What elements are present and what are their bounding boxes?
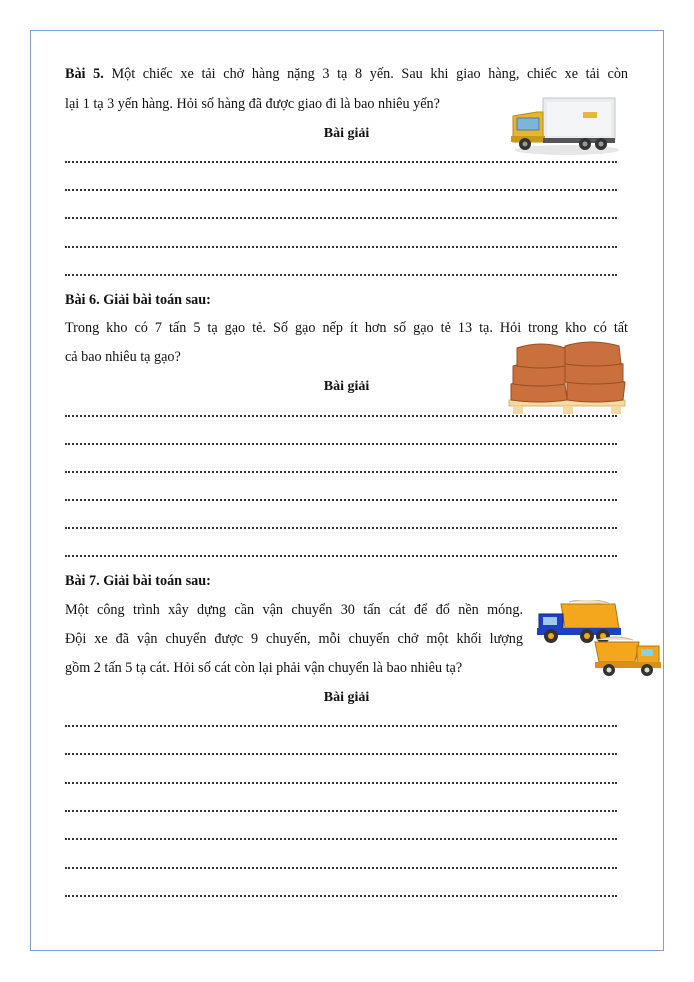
answer-line[interactable]: [65, 188, 617, 191]
problem-5-title: Bài 5.: [65, 66, 104, 82]
answer-line[interactable]: [65, 809, 617, 812]
page-border: [30, 30, 664, 951]
answer-line[interactable]: [65, 752, 617, 755]
truck-icon: [507, 92, 619, 156]
answer-line[interactable]: [65, 837, 617, 840]
problem-5-line-1: [65, 64, 628, 84]
problem-6-text-2: cả bao nhiêu tạ gạo?: [65, 349, 181, 365]
problem-7-solution-label: Bài giải: [323, 690, 370, 705]
problem-7-title-text: Bài 7. Giải bài toán sau:: [65, 573, 211, 589]
answer-line[interactable]: [65, 442, 617, 445]
problem-5-text-1: Một chiếc xe tải chở hàng nặng 3 tạ 8 yến. Sau khi giao hàng, chiếc xe tải còn: [111, 66, 629, 82]
problem-7-text-2: Đội xe đã vận chuyển được 9 chuyến, mỗi chuyến chở một khối lượng: [65, 631, 523, 647]
answer-line[interactable]: [65, 866, 617, 869]
answer-line[interactable]: [65, 216, 617, 219]
answer-line[interactable]: [65, 724, 617, 727]
dump-trucks-icon: [535, 600, 665, 680]
answer-line[interactable]: [65, 894, 617, 897]
problem-7-text-3: gồm 2 tấn 5 tạ cát. Hỏi số cát còn lại phải vận chuyển là bao nhiêu tạ?: [65, 660, 463, 676]
answer-line[interactable]: [65, 245, 617, 248]
problem-7-text-1: Một công trình xây dựng cần vận chuyển 30 tấn cát để đổ nền móng.: [65, 602, 523, 618]
answer-line[interactable]: [65, 160, 617, 163]
problem-5-solution-label: Bài giải: [323, 126, 370, 141]
answer-line[interactable]: [65, 470, 617, 473]
answer-line[interactable]: [65, 498, 617, 501]
problem-6-solution-label: Bài giải: [323, 379, 370, 394]
rice-sacks-icon: [507, 340, 629, 416]
problem-6-title-text: Bài 6. Giải bài toán sau:: [65, 292, 211, 308]
answer-line[interactable]: [65, 554, 617, 557]
problem-6-text-1: Trong kho có 7 tấn 5 tạ gạo tẻ. Số gạo nếp ít hơn số gạo tẻ 13 tạ. Hỏi trong kho có tất: [65, 320, 628, 336]
answer-line[interactable]: [65, 526, 617, 529]
problem-5-text-2: lại 1 tạ 3 yến hàng. Hỏi số hàng đã được giao đi là bao nhiêu yến?: [65, 96, 440, 112]
problem-7-title: [65, 571, 211, 591]
answer-line[interactable]: [65, 273, 617, 276]
answer-line[interactable]: [65, 781, 617, 784]
problem-6-title: [65, 290, 211, 310]
